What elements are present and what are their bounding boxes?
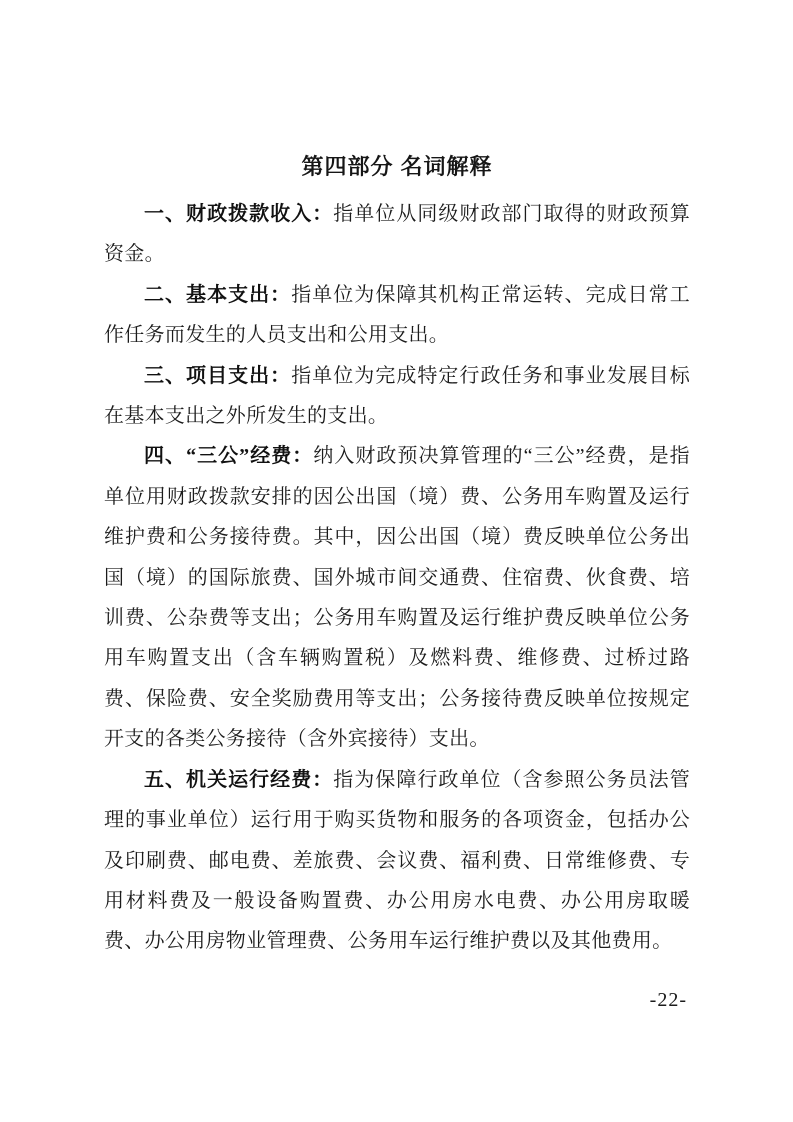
term-label: 二、基本支出： xyxy=(144,283,292,306)
definition-paragraph-fiscal-appropriation-income xyxy=(104,194,690,275)
document-content xyxy=(104,146,690,962)
definition-paragraph-agency-operating-funds xyxy=(104,760,690,962)
term-label: 三、项目支出： xyxy=(144,364,292,387)
definition-paragraph-three-public-funds xyxy=(104,436,690,759)
term-definition: 指单位为完成特定行政任务和事业发展目标在基本支出之外所发生的支出。 xyxy=(104,364,690,428)
definition-paragraph-project-expenditure xyxy=(104,356,690,437)
term-definition: 指为保障行政单位（含参照公务员法管理的事业单位）运行用于购买货物和服务的各项资金，包括办公及印刷费、邮电费、差旅费、会议费、福利费、日常维修费、专用材料费及一般设备购置费、办公用房水电费、办公用房取暖费、办公用房物业管理费、公务用车运行维护费以及其他费用。 xyxy=(104,768,690,953)
term-definition: 纳入财政预决算管理的“三公”经费，是指单位用财政拨款安排的因公出国（境）费、公务用车购置及运行维护费和公务接待费。其中，因公出国（境）费反映单位公务出国（境）的国际旅费、国外城市间交通费、住宿费、伙食费、培训费、公杂费等支出；公务用车购置及运行维护费反映单位公务用车购置支出（含车辆购置税）及燃料费、维修费、过桥过路费、保险费、安全奖励费用等支出；公务接待费反映单位按规定开支的各类公务接待（含外宾接待）支出。 xyxy=(104,445,690,751)
term-definition: 指单位从同级财政部门取得的财政预算资金。 xyxy=(104,203,690,266)
page-title: 第四部分 名词解释 xyxy=(301,154,493,179)
term-label: 五、机关运行经费： xyxy=(144,768,334,791)
term-label: 四、“三公”经费： xyxy=(144,445,314,468)
term-label: 一、财政拨款收入： xyxy=(144,203,334,225)
term-definition: 指单位为保障其机构正常运转、完成日常工作任务而发生的人员支出和公用支出。 xyxy=(104,283,690,347)
definition-paragraph-basic-expenditure xyxy=(104,275,690,356)
page-number: -22- xyxy=(649,989,687,1011)
